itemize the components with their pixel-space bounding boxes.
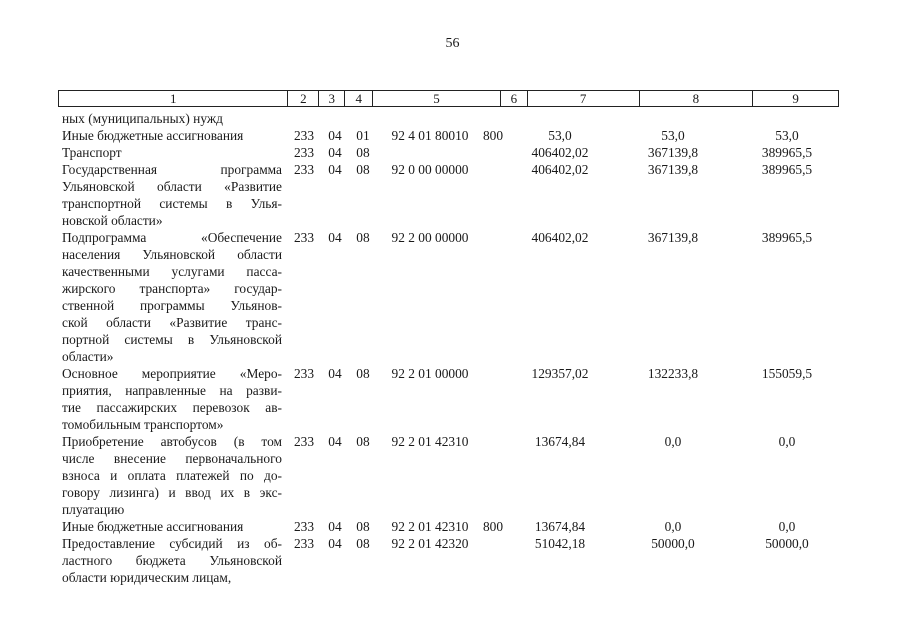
row-name xyxy=(62,535,282,586)
cell-c9: 389965,5 xyxy=(761,230,813,245)
cell-c3: 04 xyxy=(328,366,342,381)
cell-c7: 13674,84 xyxy=(534,519,586,534)
header-col-9: 9 xyxy=(752,91,838,106)
row-name-line: ластного бюджета Ульяновской xyxy=(62,553,282,568)
cell-c8: 132233,8 xyxy=(647,366,699,381)
row-name-line: плуатацию xyxy=(62,502,125,517)
header-col-4: 4 xyxy=(344,91,372,106)
row-name-line: области юридическим лицам, xyxy=(62,570,232,585)
cell-c9: 0,0 xyxy=(778,434,796,449)
header-col-2: 2 xyxy=(287,91,318,106)
cell-c3: 04 xyxy=(328,434,342,449)
header-col-6: 6 xyxy=(500,91,527,106)
cell-c7: 53,0 xyxy=(548,128,572,143)
cell-c7: 129357,02 xyxy=(531,366,589,381)
row-name xyxy=(62,110,282,127)
row-name xyxy=(62,433,282,518)
row-name xyxy=(62,144,282,161)
cell-c9: 53,0 xyxy=(775,128,799,143)
row-name-line: портной системы в Ульяновской xyxy=(62,332,282,347)
table-row xyxy=(0,110,905,127)
row-name xyxy=(62,365,282,433)
row-name-line: новской области» xyxy=(62,213,163,228)
cell-c4: 08 xyxy=(356,162,370,177)
table-body xyxy=(0,110,905,586)
row-name-line: ственной программы Ульянов- xyxy=(62,298,282,313)
cell-c3: 04 xyxy=(328,519,342,534)
cell-c5: 92 2 01 42310 xyxy=(391,434,469,449)
cell-c2: 233 xyxy=(293,162,315,177)
row-name xyxy=(62,518,282,535)
header-col-1: 1 xyxy=(169,91,177,106)
cell-c8: 367139,8 xyxy=(647,230,699,245)
cell-c7: 13674,84 xyxy=(534,434,586,449)
cell-c7: 406402,02 xyxy=(531,230,589,245)
table-row xyxy=(0,229,905,365)
cell-c4: 08 xyxy=(356,519,370,534)
cell-c3: 04 xyxy=(328,536,342,551)
cell-c3: 04 xyxy=(328,128,342,143)
header-col-3: 3 xyxy=(318,91,344,106)
table-row xyxy=(0,161,905,229)
row-name-line: томобильным транспортом» xyxy=(62,417,224,432)
cell-c2: 233 xyxy=(293,366,315,381)
row-name-line: области» xyxy=(62,349,114,364)
row-name xyxy=(62,127,282,144)
row-name-line: Транспорт xyxy=(62,145,122,160)
row-name-line: Иные бюджетные ассигнования xyxy=(62,519,244,534)
cell-c4: 08 xyxy=(356,230,370,245)
header-col-7: 7 xyxy=(527,91,639,106)
cell-c9: 50000,0 xyxy=(765,536,809,551)
table-row xyxy=(0,144,905,161)
row-name-line: транспортной системы в Улья- xyxy=(62,196,282,211)
cell-c8: 53,0 xyxy=(661,128,685,143)
cell-c2: 233 xyxy=(293,434,315,449)
row-name-line: Основное мероприятие «Меро- xyxy=(62,366,282,381)
cell-c3: 04 xyxy=(328,162,342,177)
table-header xyxy=(58,90,839,107)
cell-c2: 233 xyxy=(293,536,315,551)
cell-c7: 406402,02 xyxy=(531,145,589,160)
table-row xyxy=(0,127,905,144)
cell-c2: 233 xyxy=(293,128,315,143)
cell-c2: 233 xyxy=(293,230,315,245)
cell-c6: 800 xyxy=(482,519,504,534)
cell-c2: 233 xyxy=(293,145,315,160)
page-number: 56 xyxy=(445,36,460,51)
cell-c5: 92 2 01 00000 xyxy=(391,366,469,381)
cell-c8: 367139,8 xyxy=(647,145,699,160)
cell-c5: 92 2 01 42310 xyxy=(391,519,469,534)
cell-c8: 0,0 xyxy=(664,519,682,534)
row-name-line: ской области «Развитие транс- xyxy=(62,315,282,330)
header-col-5: 5 xyxy=(372,91,500,106)
cell-c2: 233 xyxy=(293,519,315,534)
cell-c7: 406402,02 xyxy=(531,162,589,177)
row-name xyxy=(62,161,282,229)
row-name-line: населения Ульяновской области xyxy=(62,247,282,262)
cell-c3: 04 xyxy=(328,145,342,160)
header-col-8: 8 xyxy=(639,91,753,106)
cell-c6: 800 xyxy=(482,128,504,143)
row-name xyxy=(62,229,282,365)
row-name-line: Предоставление субсидий из об- xyxy=(62,536,282,551)
cell-c8: 367139,8 xyxy=(647,162,699,177)
cell-c4: 08 xyxy=(356,366,370,381)
cell-c9: 389965,5 xyxy=(761,145,813,160)
cell-c5: 92 2 00 00000 xyxy=(391,230,469,245)
row-name-line: тие пассажирских перевозок ав- xyxy=(62,400,282,415)
row-name-line: взноса и оплата платежей по до- xyxy=(62,468,282,483)
row-name-line: Приобретение автобусов (в том xyxy=(62,434,282,449)
row-name-line: жирского транспорта» государ- xyxy=(62,281,282,296)
table-row xyxy=(0,433,905,518)
table-row xyxy=(0,535,905,586)
cell-c9: 155059,5 xyxy=(761,366,813,381)
row-name-line: числе внесение первоначального xyxy=(62,451,282,466)
cell-c3: 04 xyxy=(328,230,342,245)
row-name-line: приятия, направленные на разви- xyxy=(62,383,282,398)
cell-c4: 08 xyxy=(356,536,370,551)
row-name-line: Подпрограмма «Обеспечение xyxy=(62,230,282,245)
cell-c7: 51042,18 xyxy=(534,536,586,551)
cell-c9: 389965,5 xyxy=(761,162,813,177)
cell-c4: 08 xyxy=(356,145,370,160)
cell-c8: 0,0 xyxy=(664,434,682,449)
row-name-line: ных (муниципальных) нужд xyxy=(62,111,223,126)
row-name-line: Иные бюджетные ассигнования xyxy=(62,128,244,143)
cell-c5: 92 0 00 00000 xyxy=(391,162,469,177)
table-row xyxy=(0,365,905,433)
row-name-line: Государственная программа xyxy=(62,162,282,177)
cell-c5: 92 4 01 80010 xyxy=(391,128,469,143)
cell-c8: 50000,0 xyxy=(651,536,695,551)
row-name-line: Ульяновской области «Развитие xyxy=(62,179,282,194)
cell-c4: 01 xyxy=(356,128,370,143)
row-name-line: говору лизинга) и ввод их в экс- xyxy=(62,485,282,500)
row-name-line: качественными услугами пасса- xyxy=(62,264,282,279)
cell-c4: 08 xyxy=(356,434,370,449)
cell-c5: 92 2 01 42320 xyxy=(391,536,469,551)
table-row xyxy=(0,518,905,535)
cell-c9: 0,0 xyxy=(778,519,796,534)
